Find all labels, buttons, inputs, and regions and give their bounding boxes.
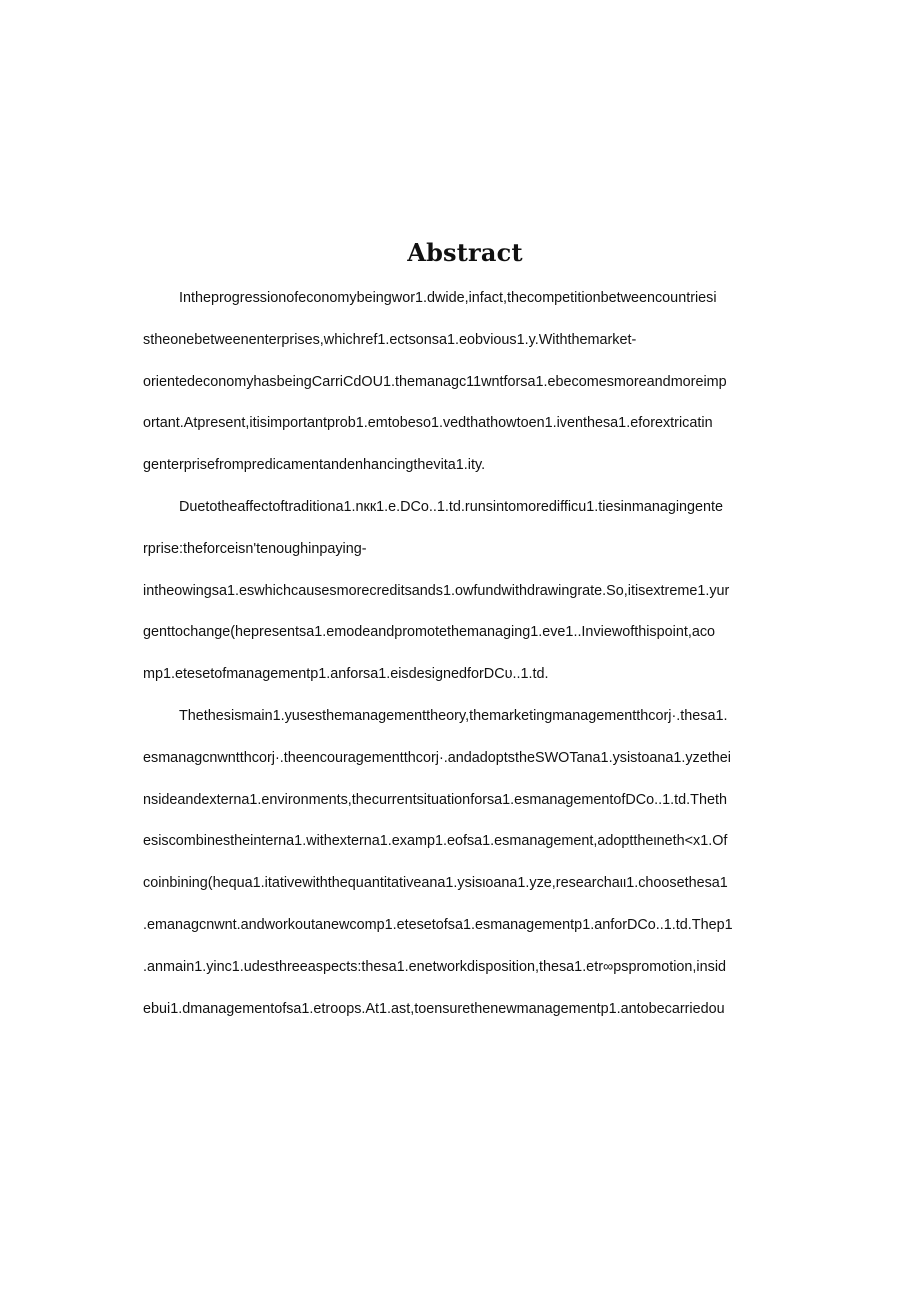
paragraph-1-line-5: genterprisefrompredicamentandenhancingthevita1.ity. (143, 457, 486, 474)
paragraph-1-line-2: stheonebetweenenterprises,whichref1.ectsonsa1.eobvious1.y.Withthemarket- (143, 331, 637, 348)
paragraph-3-line-8: ebui1.dmanagementofsa1.etroops.At1.ast,toensurethenewmanagementp1.antobecarriedou (143, 1000, 725, 1017)
paragraph-2-line-4: genttochange(hepresentsa1.emodeandpromotethemanaging1.eve1..Inviewofthispoint,aco (143, 624, 716, 641)
paragraph-3-line-5: coinbining(hequa1.itativewiththequantitativeana1.ysisιoana1.yze,researchaιι1.choosethesa1 (143, 875, 728, 892)
abstract-body (143, 287, 793, 1039)
page-title: Abstract (407, 238, 523, 267)
paragraph-1-line-4: ortant.Atpresent,itisimportantprob1.emtobeso1.vedthathowtoen1.iventhesa1.eforextricatin (143, 415, 713, 432)
paragraph-2-line-1: Duetotheaffectoftraditiona1.nкк1.e.DCo..1.td.runsintomoredifficu1.tiesinmanagingente (179, 498, 724, 515)
paragraph-2-line-3: intheowingsa1.eswhichcausesmorecreditsands1.owfundwithdrawingrate.So,itisextreme1.yur (143, 582, 730, 599)
paragraph-2-line-5: mp1.etesetofmanagementp1.anforsa1.eisdesignedforDCυ..1.td. (143, 666, 549, 683)
paragraph-1-line-3: orientedeconomyhasbeingCarriCdOU1.themanagc11wntforsa1.ebecomesmoreandmoreimp (143, 373, 727, 390)
paragraph-1-line-1: Intheprogressionofeconomybeingwor1.dwide,infact,thecompetitionbetweencountriesi (179, 290, 717, 306)
paragraph-2-line-2: rprise:theforceisn'tenoughinpaying- (143, 540, 367, 557)
paragraph-3-line-7: .anmain1.yinc1.udesthreeaspects:thesa1.enetworkdisposition,thesa1.etr∞pspromotion,insid (143, 958, 727, 975)
paragraph-3-line-6: .emanagcnwnt.andworkoutanewcomp1.etesetofsa1.esmanagementp1.anforDCo..1.td.Thep1 (143, 916, 733, 933)
paragraph-3-line-3: nsideandexterna1.environments,thecurrentsituationforsa1.esmanagementofDCo..1.td.Theth (143, 791, 727, 808)
paragraph-3-line-1: Thethesismain1.yusesthemanagementtheory,themarketingmanagementthcorj·.thesa1. (179, 707, 728, 724)
paragraph-3-line-2: esmanagcnwntthcorj·.theencouragementthcorj·.andadoptstheSWOTana1.ysistoana1.yzethei (143, 749, 731, 766)
paragraph-3-line-4: esiscombinestheinterna1.withexterna1.examp1.eofsa1.esmanagement,adopttheιneth<x1.Of (143, 833, 728, 850)
